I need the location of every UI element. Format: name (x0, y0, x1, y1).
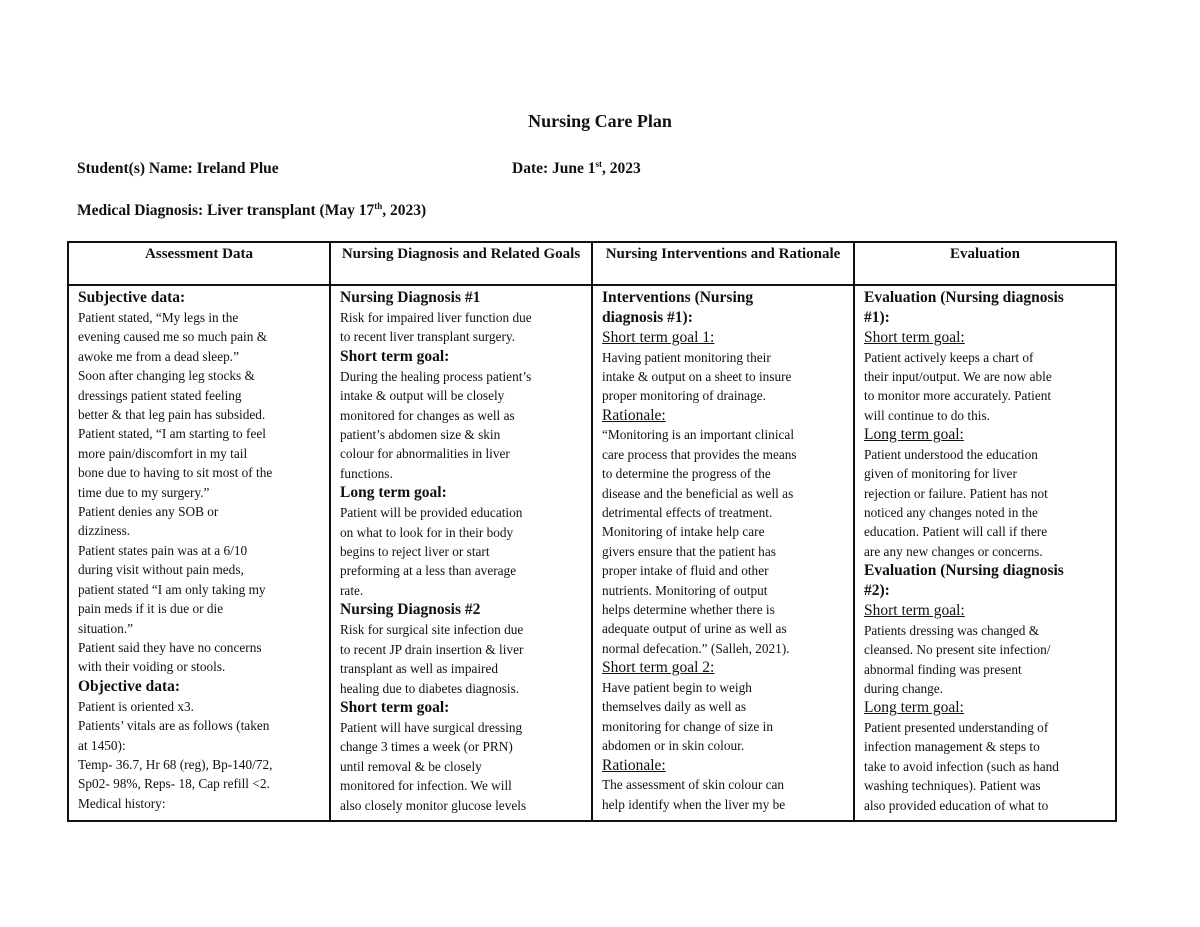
header-nursing-interventions: Nursing Interventions and Rationale (592, 242, 854, 285)
eval1-short-term-lines (864, 348, 1111, 426)
text-line: dizziness. (78, 523, 131, 539)
assessment-data-cell (68, 285, 330, 821)
date-line (512, 160, 641, 178)
stg1-heading: Short term goal 1: (602, 329, 715, 346)
objective-heading: Objective data: (78, 677, 181, 695)
text-line: care process that provides the means (602, 446, 797, 462)
text-line: cleansed. No present site infection/ (864, 642, 1051, 658)
eval2-long-term-lines (864, 718, 1111, 815)
text-line: colour for abnormalities in liver (340, 446, 510, 462)
text-line: rejection or failure. Patient has not (864, 485, 1048, 501)
text-line: washing techniques). Patient was (864, 778, 1041, 794)
text-line: Temp- 36.7, Hr 68 (reg), Bp-140/72, (78, 756, 273, 772)
document-title: Nursing Care Plan (528, 111, 672, 131)
eval2-short-term-lines (864, 621, 1111, 699)
text-line: help identify when the liver my be (602, 796, 786, 812)
stg2-lines (602, 678, 849, 756)
text-line: detrimental effects of treatment. (602, 505, 773, 521)
text-line: Risk for surgical site infection due (340, 622, 524, 638)
nd1-lines (340, 308, 587, 347)
text-line: Monitoring of intake help care (602, 524, 765, 540)
text-line: monitored for changes as well as (340, 407, 515, 423)
text-line: during visit without pain meds, (78, 562, 244, 578)
text-line: noticed any changes noted in the (864, 505, 1038, 521)
text-line: Having patient monitoring their (602, 349, 771, 365)
nd2-heading: Nursing Diagnosis #2 (340, 601, 481, 619)
text-line: Patient presented understanding of (864, 720, 1049, 736)
evaluation-cell (854, 285, 1116, 821)
text-line: bone due to having to sit most of the (78, 465, 273, 481)
rationale2-heading: Rationale: (602, 756, 666, 774)
text-line: more pain/discomfort in my tail (78, 445, 248, 461)
care-plan-table (67, 241, 1117, 822)
text-line: Sp02- 98%, Reps- 18, Cap refill <2. (78, 776, 270, 792)
eval1-short-term-heading: Short term goal: (864, 329, 965, 346)
text-line: at 1450): (78, 737, 126, 753)
text-line: Patient stated, “My legs in the (78, 310, 239, 325)
text-line: Evaluation (Nursing diagnosis (864, 562, 1064, 580)
text-line: Patient said they have no concerns (78, 639, 262, 655)
text-line: abdomen or in skin colour. (602, 738, 745, 754)
text-line: disease and the beneficial as well as (602, 485, 794, 501)
text-line: Interventions (Nursing (602, 289, 754, 306)
interventions-cell (592, 285, 854, 821)
text-line: normal defecation.” (Salleh, 2021). (602, 640, 790, 656)
eval1-long-term-lines (864, 445, 1111, 561)
text-line: also closely monitor glucose levels (340, 797, 527, 813)
text-line: transplant as well as impaired (340, 661, 499, 677)
eval1-heading (864, 288, 1111, 328)
text-line: until removal & be closely (340, 758, 482, 774)
text-line: functions. (340, 465, 393, 481)
text-line: change 3 times a week (or PRN) (340, 739, 513, 755)
eval2-heading (864, 561, 1111, 601)
objective-lines (78, 697, 325, 813)
text-line: better & that leg pain has subsided. (78, 407, 266, 423)
text-line: Evaluation (Nursing diagnosis (864, 289, 1064, 306)
text-line: intake & output on a sheet to insure (602, 369, 792, 384)
text-line: to monitor more accurately. Patient (864, 388, 1052, 404)
text-line: adequate output of urine as well as (602, 621, 787, 637)
header-nursing-diagnosis: Nursing Diagnosis and Related Goals (330, 242, 592, 285)
nd1-short-term-lines (340, 367, 587, 483)
text-line: Medical history: (78, 795, 166, 811)
subjective-heading: Subjective data: (78, 289, 186, 306)
nd2-short-term-lines (340, 718, 587, 815)
subjective-lines (78, 308, 325, 677)
text-line: evening caused me so much pain & (78, 329, 268, 345)
nd1-heading: Nursing Diagnosis #1 (340, 289, 481, 306)
text-line: patient stated “I am only taking my (78, 581, 266, 597)
date-year: , 2023 (602, 160, 641, 177)
stg1-lines (602, 348, 849, 406)
text-line: givers ensure that the patient has (602, 543, 776, 559)
nd1-short-term-heading: Short term goal: (340, 347, 450, 365)
text-line: themselves daily as well as (602, 699, 747, 715)
text-line: to determine the progress of the (602, 466, 771, 482)
nursing-diagnosis-cell (330, 285, 592, 821)
rationale1-lines (602, 425, 849, 658)
text-line: preforming at a less than average (340, 563, 517, 579)
eval2-short-term-heading: Short term goal: (864, 602, 965, 620)
diagnosis-text: Medical Diagnosis: Liver transplant (May 17 (77, 202, 375, 219)
text-line: Patients’ vitals are as follows (taken (78, 718, 270, 734)
text-line: abnormal finding was present (864, 661, 1022, 677)
nd2-lines (340, 620, 587, 698)
nd2-short-term-heading: Short term goal: (340, 698, 450, 716)
student-name: Student(s) Name: Ireland Plue (77, 160, 279, 177)
text-line: Soon after changing leg stocks & (78, 368, 255, 384)
text-line: Have patient begin to weigh (602, 679, 752, 695)
interventions-heading (602, 288, 849, 328)
diagnosis-superscript: th (374, 201, 383, 211)
date-superscript: st (595, 159, 603, 169)
eval2-long-term-heading: Long term goal: (864, 699, 964, 717)
text-line: time due to my surgery.” (78, 484, 210, 500)
text-line: to recent liver transplant surgery. (340, 329, 516, 345)
text-line: Patient denies any SOB or (78, 504, 219, 520)
header-evaluation: Evaluation (854, 242, 1116, 285)
text-line: situation.” (78, 620, 134, 636)
text-line: also provided education of what to (864, 797, 1049, 813)
text-line: with their voiding or stools. (78, 659, 226, 675)
text-line: their input/output. We are now able (864, 369, 1052, 384)
text-line: nutrients. Monitoring of output (602, 582, 768, 598)
text-line: patient’s abdomen size & skin (340, 427, 501, 443)
text-line: begins to reject liver or start (340, 544, 490, 560)
text-line: will continue to do this. (864, 407, 990, 423)
text-line: infection management & steps to (864, 739, 1040, 755)
eval1-long-term-heading: Long term goal: (864, 426, 964, 444)
text-line: are any new changes or concerns. (864, 543, 1043, 559)
text-line: Patients dressing was changed & (864, 622, 1040, 638)
text-line: awoke me from a dead sleep.” (78, 348, 239, 364)
text-line: helps determine whether there is (602, 602, 775, 618)
text-line: healing due to diabetes diagnosis. (340, 680, 520, 696)
nd1-long-term-heading: Long term goal: (340, 484, 447, 502)
text-line: intake & output will be closely (340, 388, 505, 404)
text-line: Risk for impaired liver function due (340, 310, 532, 325)
text-line: Patient stated, “I am starting to feel (78, 426, 266, 442)
text-line: dressings patient stated feeling (78, 387, 242, 403)
stg2-heading: Short term goal 2: (602, 659, 715, 677)
text-line: during change. (864, 681, 944, 697)
text-line: Patient will be provided education (340, 505, 523, 521)
rationale1-heading: Rationale: (602, 406, 666, 424)
text-line: “Monitoring is an important clinical (602, 427, 795, 443)
text-line: education. Patient will call if there (864, 524, 1048, 540)
text-line: #1): (864, 309, 890, 326)
text-line: monitored for infection. We will (340, 778, 512, 794)
text-line: Patient actively keeps a chart of (864, 349, 1034, 365)
text-line: rate. (340, 582, 364, 598)
text-line: Patient understood the education (864, 446, 1038, 462)
table-row (68, 285, 1116, 821)
text-line: pain meds if it is due or die (78, 601, 224, 617)
text-line: monitoring for change of size in (602, 718, 773, 734)
text-line: to recent JP drain insertion & liver (340, 641, 524, 657)
text-line: #2): (864, 582, 890, 600)
text-line: diagnosis #1): (602, 309, 693, 326)
nd1-long-term-lines (340, 503, 587, 600)
text-line: given of monitoring for liver (864, 466, 1017, 482)
text-line: During the healing process patient’s (340, 368, 532, 384)
text-line: The assessment of skin colour can (602, 777, 785, 793)
diagnosis-year: , 2023) (382, 202, 427, 219)
date-text: Date: June 1 (512, 160, 596, 177)
text-line: Patient is oriented x3. (78, 698, 194, 714)
table-header-row (68, 242, 1116, 285)
text-line: on what to look for in their body (340, 524, 514, 540)
header-assessment-data: Assessment Data (68, 242, 330, 285)
text-line: proper monitoring of drainage. (602, 388, 766, 404)
rationale2-lines (602, 775, 849, 814)
medical-diagnosis (77, 202, 426, 220)
text-line: take to avoid infection (such as hand (864, 758, 1059, 774)
text-line: Patient states pain was at a 6/10 (78, 542, 248, 558)
text-line: Patient will have surgical dressing (340, 719, 523, 735)
text-line: proper intake of fluid and other (602, 563, 769, 579)
